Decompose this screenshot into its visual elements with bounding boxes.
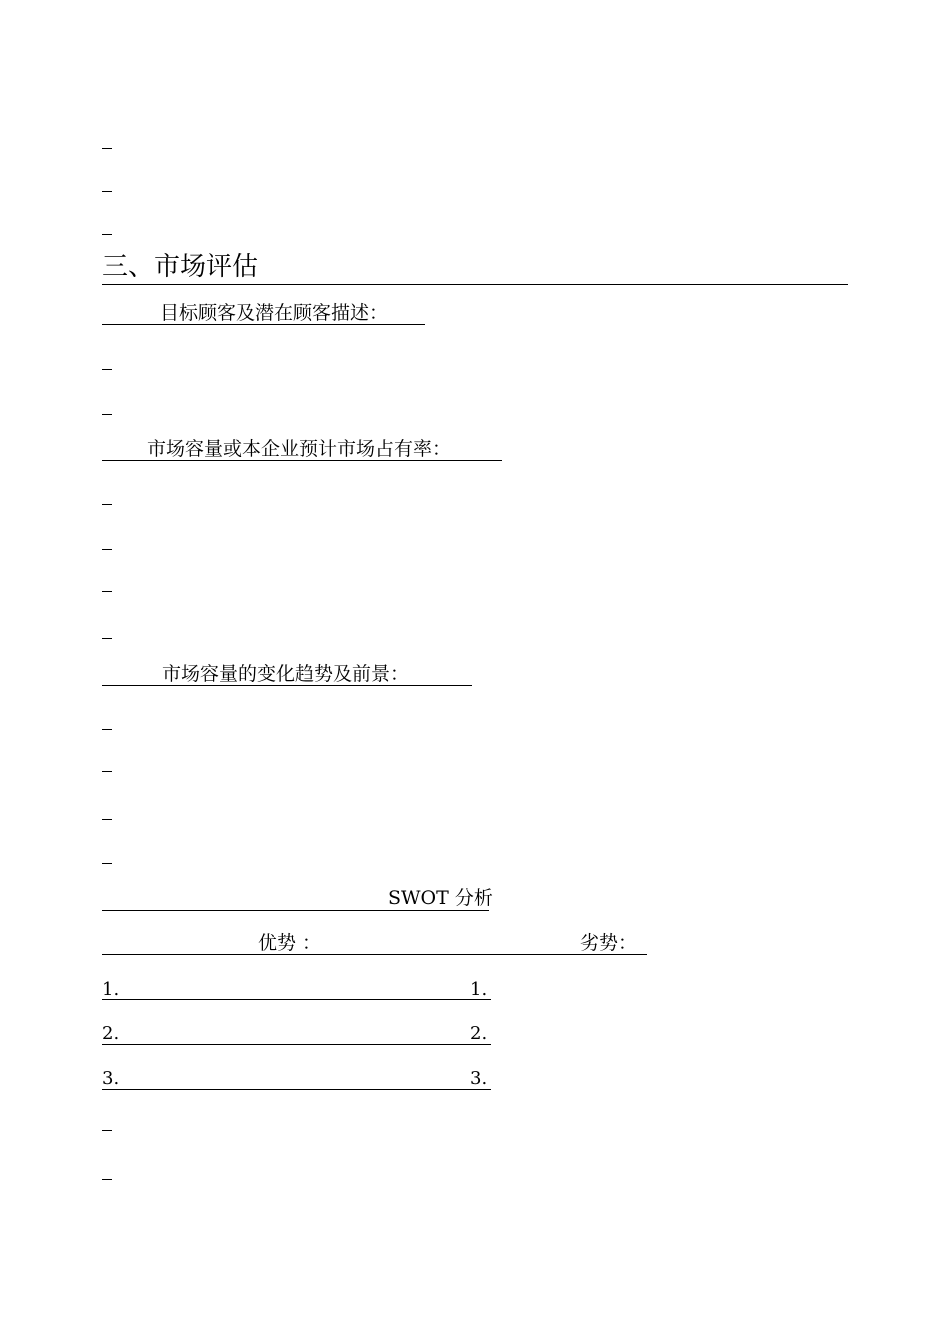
empty-bullet: [102, 591, 112, 592]
subsection-underline: [102, 324, 425, 325]
swot-title-underline: [102, 910, 489, 911]
section-title-rule: [102, 284, 848, 285]
subsection-underline: [102, 460, 502, 461]
swot-strength-item: 3.: [102, 1068, 120, 1089]
empty-bullet: [102, 771, 112, 772]
swot-strength-item: 1.: [102, 979, 120, 1000]
swot-row-underline: [102, 1044, 491, 1045]
empty-bullet: [102, 369, 112, 370]
empty-bullet: [102, 191, 112, 192]
empty-bullet: [102, 234, 112, 235]
swot-weakness-item: 3.: [470, 1068, 488, 1089]
swot-title: SWOT 分析: [388, 887, 493, 909]
empty-bullet: [102, 819, 112, 820]
swot-weakness-item: 2.: [470, 1023, 488, 1044]
section-title: 三、市场评估: [102, 252, 259, 282]
empty-bullet: [102, 729, 112, 730]
subsection-label-market-capacity: 市场容量或本企业预计市场占有率：: [147, 438, 452, 460]
swot-strength-item: 2.: [102, 1023, 120, 1044]
subsection-label-target-customers: 目标顾客及潜在顾客描述：: [160, 302, 389, 324]
empty-bullet: [102, 549, 112, 550]
swot-row-underline: [102, 999, 491, 1000]
swot-header-underline: [102, 954, 647, 955]
swot-weakness-item: 1.: [470, 979, 488, 1000]
swot-weaknesses-label: 劣势：: [580, 932, 638, 954]
empty-bullet: [102, 1179, 112, 1180]
empty-bullet: [102, 863, 112, 864]
empty-bullet: [102, 414, 112, 415]
subsection-label-market-trend: 市场容量的变化趋势及前景：: [162, 663, 410, 685]
empty-bullet: [102, 504, 112, 505]
empty-bullet: [102, 148, 112, 149]
empty-bullet: [102, 638, 112, 639]
swot-row-underline: [102, 1089, 491, 1090]
empty-bullet: [102, 1130, 112, 1131]
subsection-underline: [102, 685, 472, 686]
swot-strengths-label: 优势 ：: [258, 932, 322, 954]
